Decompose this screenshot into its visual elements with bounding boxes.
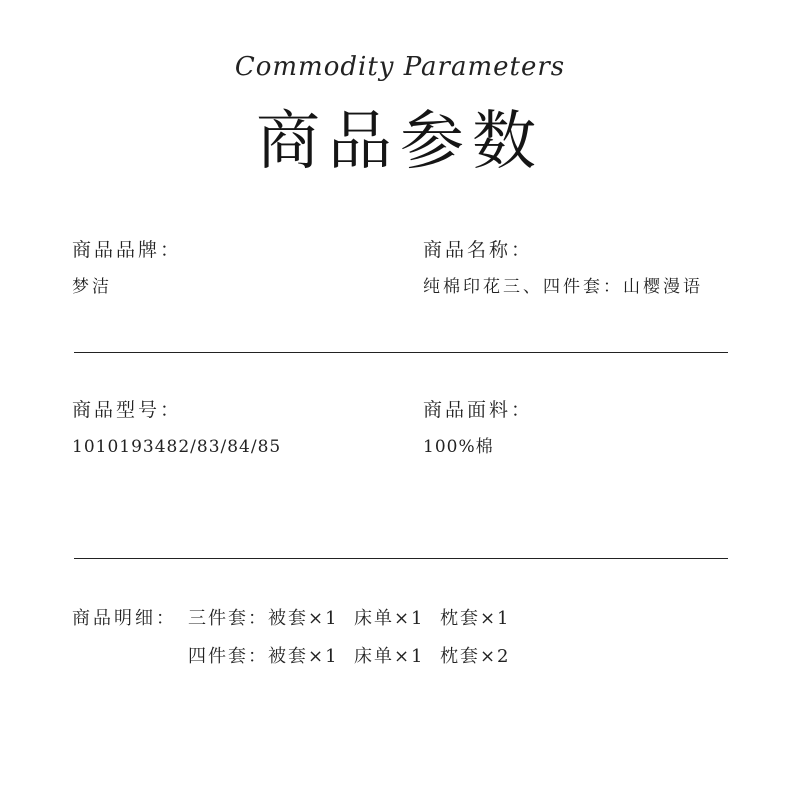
details-row [72, 644, 511, 670]
product-name-label: 商品名称： [423, 239, 534, 261]
model-field [72, 398, 281, 458]
divider [74, 352, 728, 353]
details-label: 商品明细： [72, 608, 177, 629]
details-section [72, 606, 511, 670]
details-four-piece: 四件套：被套×1 床单×1 枕套×2 [188, 646, 511, 667]
brand-label: 商品品牌： [72, 239, 183, 261]
details-three-piece: 三件套：被套×1 床单×1 枕套×1 [188, 608, 511, 629]
fabric-value: 100%棉 [423, 437, 494, 457]
fabric-field [423, 398, 533, 458]
brand-field [72, 238, 182, 298]
fabric-label: 商品面料： [423, 399, 534, 421]
page-subtitle: Commodity Parameters [234, 52, 566, 82]
details-row [72, 606, 511, 632]
product-name-value: 纯棉印花三、四件套：山樱漫语 [423, 277, 703, 297]
page-title: 商品参数 [256, 105, 544, 179]
model-label: 商品型号： [72, 399, 183, 421]
brand-value: 梦洁 [72, 277, 112, 297]
model-value: 1010193482/83/84/85 [72, 437, 282, 457]
divider [74, 558, 728, 559]
product-name-field [423, 238, 703, 298]
